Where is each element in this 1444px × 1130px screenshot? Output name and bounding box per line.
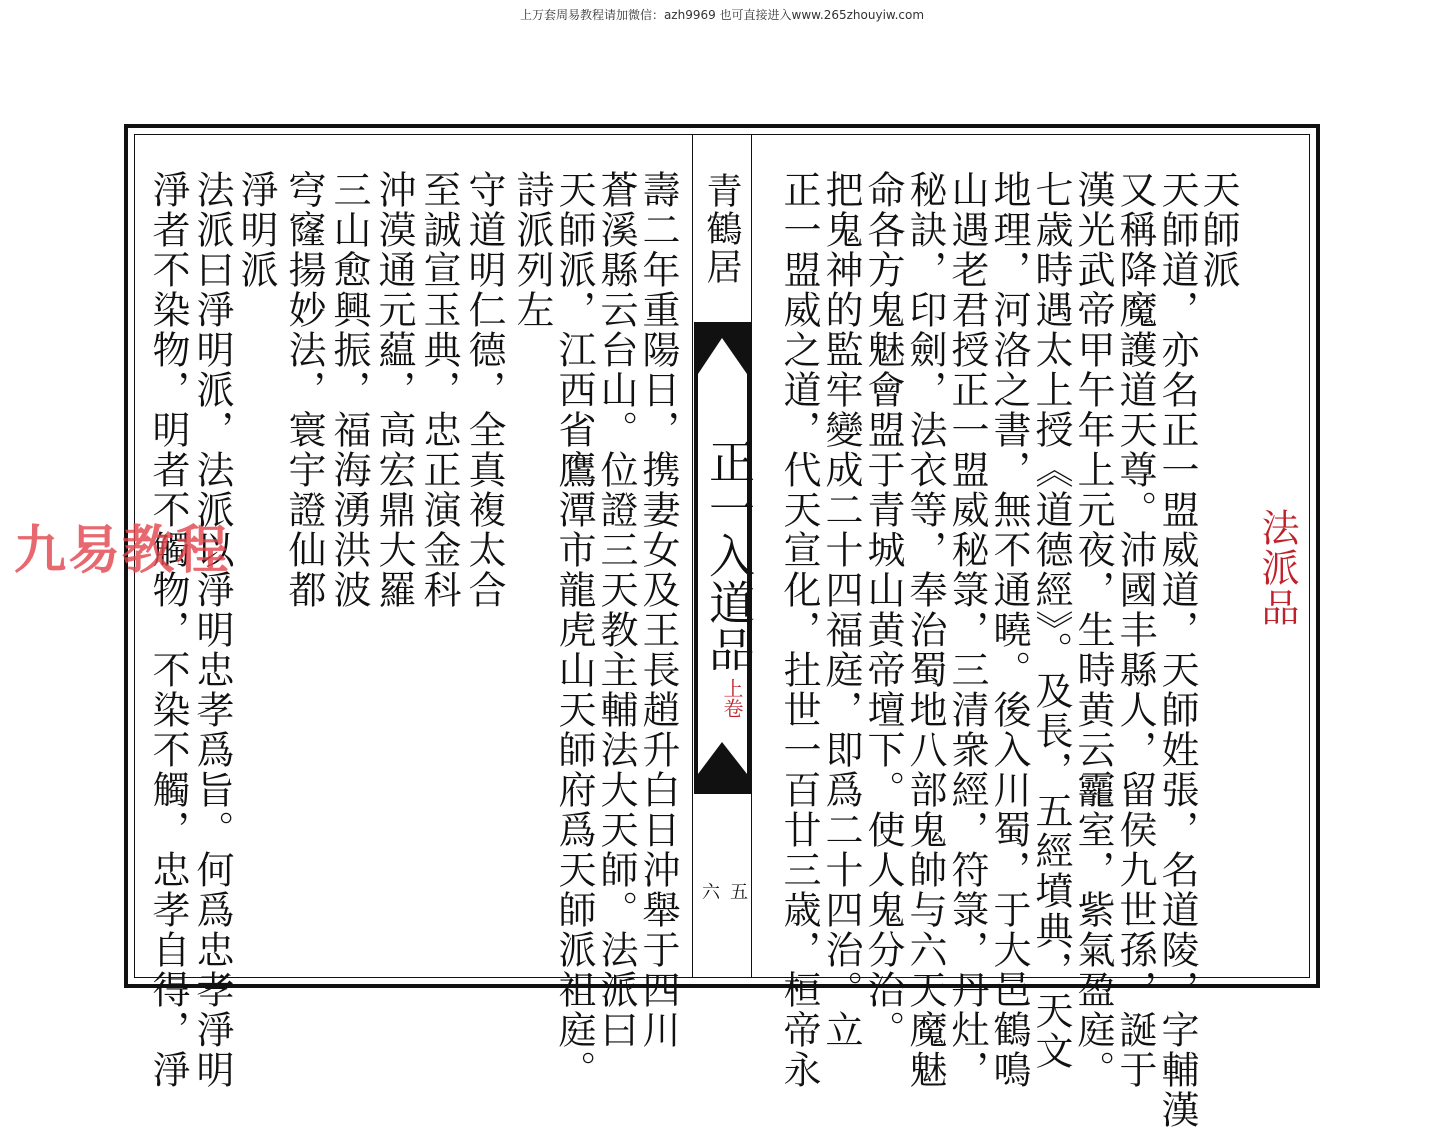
- right-column-5: 七歳時遇太上授《道德經》。及長，五經墳典，天文: [1029, 170, 1073, 1071]
- left-column-9: 穹窿揚妙法，寰宇證仙都: [282, 170, 326, 610]
- spine-title: 青鶴居: [701, 172, 742, 286]
- left-column-3: 天師派，江西省鷹潭市龍虎山天師府爲天師派祖庭。: [552, 170, 596, 1090]
- page-number-right: 五: [727, 882, 748, 900]
- right-column-9: 命各方鬼魅會盟于青城山黄帝壇下。使人鬼分治。: [861, 170, 905, 1050]
- left-column-8: 三山愈興振，福海湧洪波: [327, 170, 371, 610]
- left-column-12: 淨者不染物，明者不觸物，不染不觸，忠孝自得，淨: [146, 170, 190, 1090]
- section-title: 法派品: [1255, 508, 1299, 628]
- right-column-6: 地理，河洛之書，無不通曉。後入川蜀，于大邑鶴鳴: [987, 170, 1031, 1090]
- right-column-8: 秘訣，印劍，法衣等，奉治蜀地八部鬼帥与六天魔魅: [903, 170, 947, 1090]
- page-number-left: 六: [699, 882, 720, 900]
- left-column-6: 至誠宣玉典，忠正演金科: [417, 170, 461, 610]
- header-banner: 上万套周易教程请加微信：azh9969 也可直接进入www.265zhouyiw.com: [519, 8, 925, 22]
- left-column-11: 法派曰淨明派，法派以淨明忠孝爲旨。何爲忠孝淨明: [190, 170, 234, 1090]
- right-column-4: 漢光武帝甲午年上元夜，生時黄云龗室，紫氣盈庭。: [1071, 170, 1115, 1090]
- left-column-1: 壽二年重陽日，携妻女及王長趙升白日沖舉于四川: [636, 170, 680, 1050]
- spine-main-title: 正一入道品: [702, 438, 756, 673]
- spine-divider-left: [692, 134, 693, 978]
- watermark-logo: 九易教程: [14, 521, 231, 581]
- spine-volume: 上卷: [720, 678, 744, 718]
- left-column-10: 淨明派: [234, 170, 278, 290]
- spine-top-bar: [694, 322, 751, 330]
- right-column-7: 山遇老君授正一盟威秘箓，三清衆經，符箓，丹灶，: [945, 170, 989, 1090]
- right-column-2: 天師道，亦名正一盟威道，天師姓張，名道陵，字輔漢: [1155, 170, 1199, 1130]
- left-column-2: 蒼溪縣云台山。位證三天教主輔法大天師。法派曰: [594, 170, 638, 1050]
- right-column-10: 把鬼神的監牢變成二十四福庭，即爲二十四治。立: [819, 170, 863, 1050]
- left-column-7: 沖漠通元藴，高宏鼎大羅: [372, 170, 416, 610]
- right-column-11: 正一盟威之道，代天宣化，扗世一百廿三歳，桓帝永: [777, 170, 821, 1090]
- left-column-4: 詩派列左: [510, 170, 554, 330]
- right-column-1: 天師派: [1196, 170, 1240, 290]
- left-column-5: 守道明仁德，全真複太合: [462, 170, 506, 610]
- right-column-3: 又稱降魔護道天尊。沛國丰縣人，留侯九世孫，誕于: [1113, 170, 1157, 1090]
